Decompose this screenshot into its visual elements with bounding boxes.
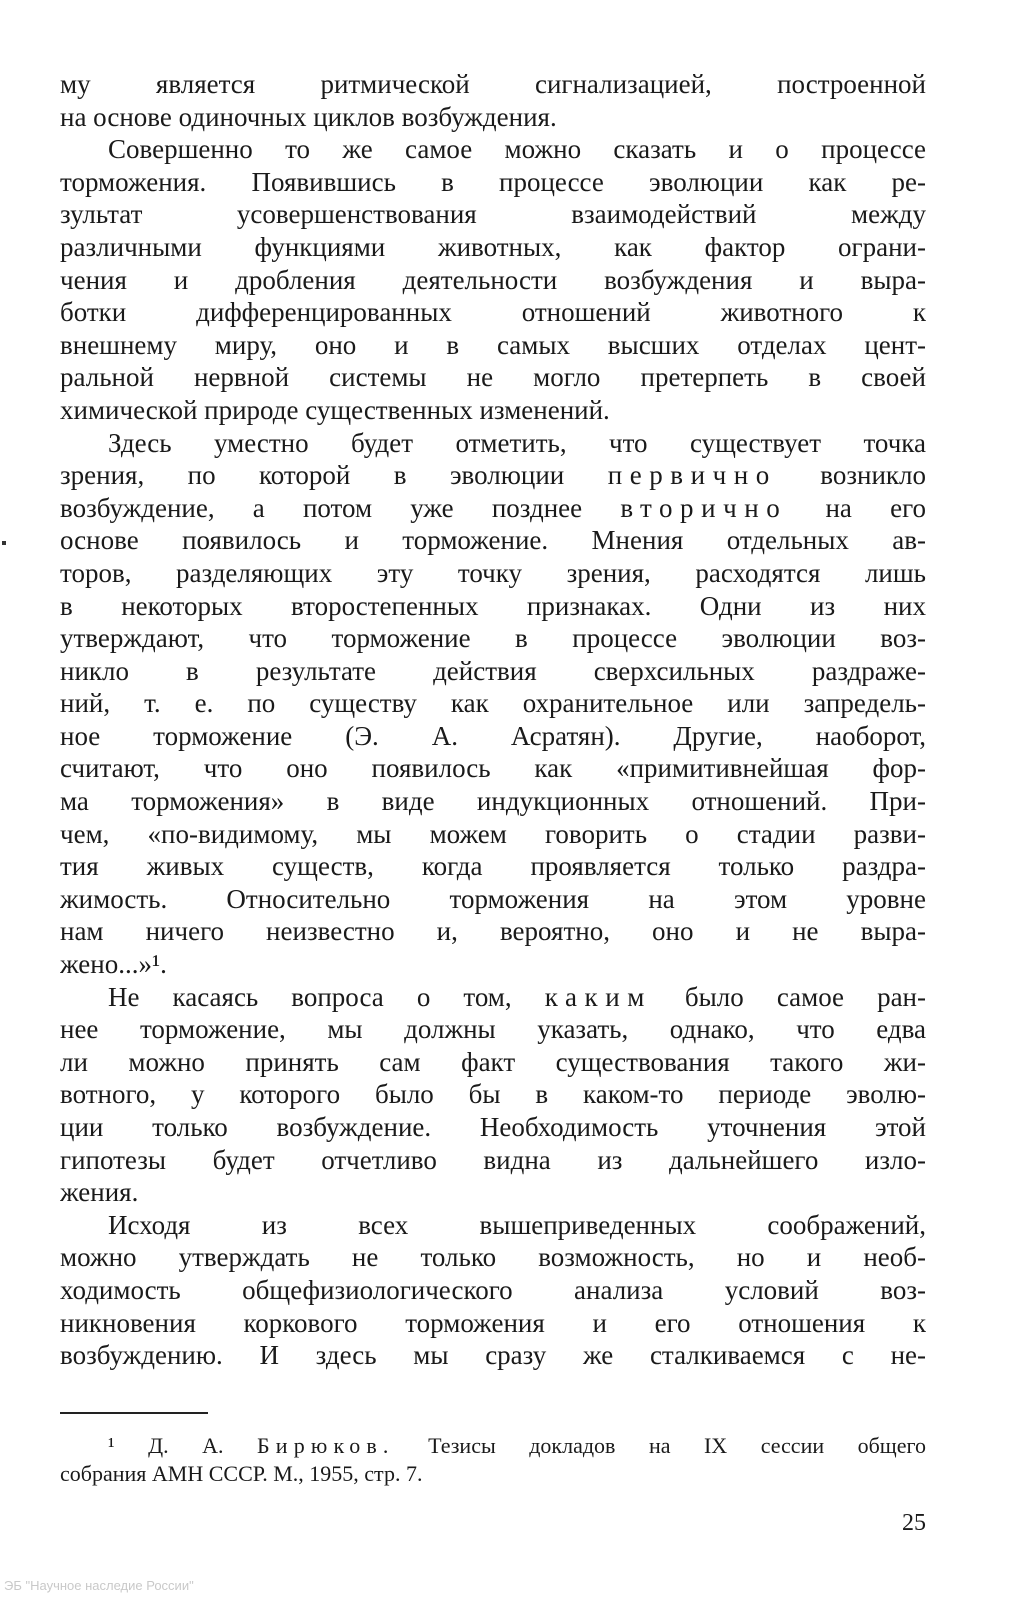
text-line: ма торможения» в виде индукционных отношений. При- bbox=[60, 786, 926, 817]
text-line: ботки дифференцированных отношений животного к bbox=[60, 297, 926, 328]
spaced-emphasis: Бирюков. bbox=[257, 1433, 395, 1458]
text-line: торможения. Появившись в процессе эволюции как ре- bbox=[60, 166, 926, 197]
text-segment: возбуждение, а потом уже позднее bbox=[60, 492, 621, 523]
text-line: в некоторых второстепенных признаках. Одни из них bbox=[60, 590, 926, 621]
text-line: возбуждению. И здесь мы сразу же сталкиваемся с не- bbox=[60, 1340, 926, 1371]
text-line: внешнему миру, оно и в самых высших отделах цент- bbox=[60, 329, 926, 360]
text-line bbox=[60, 981, 926, 1014]
text-line: тия живых существ, когда проявляется только раздра- bbox=[60, 851, 926, 882]
text-line: жимость. Относительно торможения на этом уровне bbox=[60, 883, 926, 914]
text-line: ли можно принять сам факт существования такого жи- bbox=[60, 1046, 926, 1077]
text-line: можно утверждать не только возможность, но и необ- bbox=[60, 1242, 926, 1273]
text-line: ное торможение (Э. А. Асратян). Другие, наоборот, bbox=[60, 720, 926, 751]
text-line: жения. bbox=[60, 1177, 139, 1208]
text-line: основе появилось и торможение. Мнения отдельных ав- bbox=[60, 525, 926, 556]
text-line: на основе одиночных циклов возбуждения. bbox=[60, 101, 557, 132]
spaced-emphasis: первично bbox=[607, 460, 777, 491]
text-line: жено...»¹. bbox=[60, 949, 167, 980]
text-segment: возникло bbox=[776, 460, 926, 491]
text-line: никло в результате действия сверхсильных раздраже- bbox=[60, 655, 926, 686]
text-line: ходимость общефизиологического анализа условий воз- bbox=[60, 1274, 926, 1305]
text-line: гипотезы будет отчетливо видна из дальнейшего изло- bbox=[60, 1144, 926, 1175]
text-line: утверждают, что торможение в процессе эволюции воз- bbox=[60, 623, 926, 654]
library-watermark: ЭБ "Научное наследие России" bbox=[4, 1578, 194, 1593]
text-line: ции только возбуждение. Необходимость уточнения этой bbox=[60, 1112, 926, 1142]
text-line: химической природе существенных изменений. bbox=[60, 394, 610, 425]
text-line: зультат усовершенствования взаимодействий между bbox=[60, 199, 926, 230]
text-line bbox=[60, 459, 926, 492]
text-line: различными функциями животных, как фактор ограни- bbox=[60, 231, 926, 262]
text-line: му является ритмической сигнализацией, построенной bbox=[60, 69, 926, 99]
text-segment: на его bbox=[787, 492, 926, 523]
spaced-emphasis: каким bbox=[544, 981, 652, 1012]
footnote-divider bbox=[60, 1412, 208, 1414]
footnotes bbox=[60, 1432, 926, 1488]
spaced-emphasis: вторично bbox=[620, 492, 788, 523]
scan-speck bbox=[2, 541, 6, 545]
footnote-line bbox=[60, 1432, 926, 1460]
text-line: Совершенно то же самое можно сказать и о процессе bbox=[108, 134, 926, 165]
text-line: нам ничего неизвестно и, вероятно, оно и не выра- bbox=[60, 916, 926, 947]
footnote-line: собрания АМН СССР. М., 1955, стр. 7. bbox=[60, 1461, 423, 1486]
text-line: нее торможение, мы должны указать, однако, что едва bbox=[60, 1014, 926, 1045]
text-segment: было самое ран- bbox=[651, 981, 926, 1012]
text-line: ральной нервной системы не могло претерпеть в своей bbox=[60, 362, 926, 393]
text-segment: Тезисы докладов на IX сессии общего bbox=[394, 1433, 926, 1458]
page-number: 25 bbox=[902, 1510, 926, 1536]
body-text bbox=[60, 68, 926, 1372]
text-line: чения и дробления деятельности возбуждения и выра- bbox=[60, 264, 926, 295]
text-line bbox=[60, 492, 926, 525]
text-line: Здесь уместно будет отметить, что существует точка bbox=[108, 427, 926, 458]
text-line: никновения коркового торможения и его отношения к bbox=[60, 1307, 926, 1338]
text-line: торов, разделяющих эту точку зрения, расходятся лишь bbox=[60, 557, 926, 588]
text-segment: зрения, по которой в эволюции bbox=[60, 460, 608, 491]
text-line: чем, «по-видимому, мы можем говорить о стадии разви- bbox=[60, 818, 926, 849]
text-segment: ¹ Д. А. bbox=[108, 1433, 257, 1458]
text-line: ний, т. е. по существу как охранительное или запредель- bbox=[60, 688, 926, 719]
text-segment: Не касаясь вопроса о том, bbox=[108, 981, 545, 1012]
text-line: вотного, у которого было бы в каком-то периоде эволю- bbox=[60, 1079, 926, 1110]
text-line: считают, что оно появилось как «примитивнейшая фор- bbox=[60, 753, 926, 784]
text-line: Исходя из всех вышеприведенных соображений, bbox=[108, 1209, 926, 1240]
